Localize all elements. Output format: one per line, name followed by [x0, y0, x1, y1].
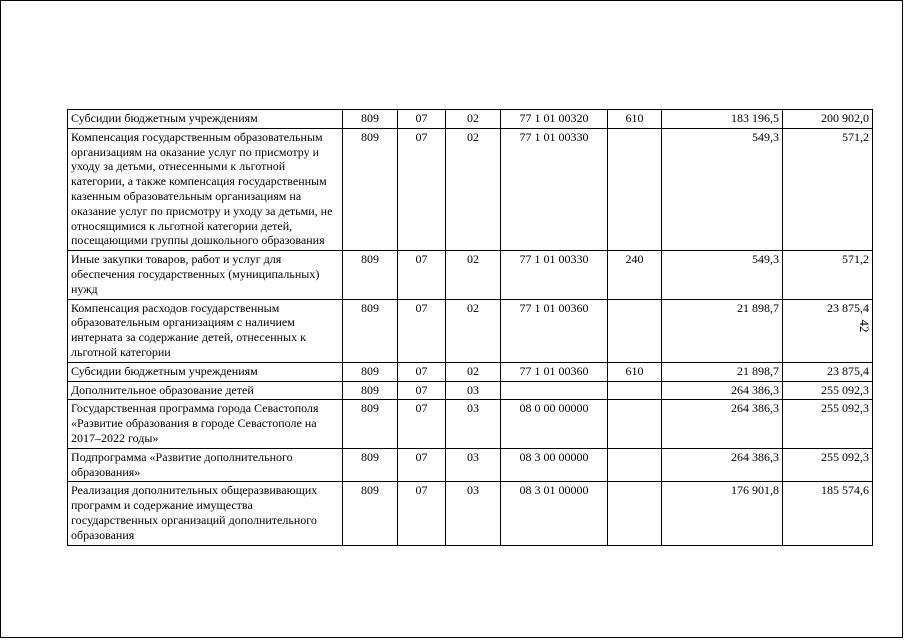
table-body	[68, 110, 873, 546]
amount-year1-cell: 549,3	[662, 128, 783, 250]
expense-type-cell	[608, 400, 662, 448]
section-code-cell: 07	[398, 381, 446, 400]
subsection-code-cell: 03	[446, 381, 501, 400]
section-code-cell: 07	[398, 299, 446, 362]
amount-year1-cell: 21 898,7	[662, 362, 783, 381]
subsection-code-cell: 03	[446, 482, 501, 545]
table-row	[68, 362, 873, 381]
expense-type-cell	[608, 448, 662, 482]
expense-type-cell	[608, 128, 662, 250]
section-code-cell: 07	[398, 110, 446, 129]
ved-code-cell: 809	[343, 381, 398, 400]
expense-type-cell: 610	[608, 362, 662, 381]
amount-year1-cell: 176 901,8	[662, 482, 783, 545]
ved-code-cell: 809	[343, 110, 398, 129]
subsection-code-cell: 02	[446, 362, 501, 381]
target-article-cell: 77 1 01 00330	[501, 251, 608, 299]
amount-year1-cell: 264 386,3	[662, 400, 783, 448]
expense-type-cell: 240	[608, 251, 662, 299]
table-row	[68, 128, 873, 250]
section-code-cell: 07	[398, 448, 446, 482]
ved-code-cell: 809	[343, 400, 398, 448]
subsection-code-cell: 02	[446, 110, 501, 129]
row-name-cell: Субсидии бюджетным учреждениям	[68, 110, 343, 129]
section-code-cell: 07	[398, 251, 446, 299]
row-name-cell: Субсидии бюджетным учреждениям	[68, 362, 343, 381]
ved-code-cell: 809	[343, 482, 398, 545]
table-row	[68, 110, 873, 129]
subsection-code-cell: 02	[446, 128, 501, 250]
amount-year2-cell: 571,2	[783, 251, 873, 299]
row-name-cell: Компенсация расходов государственным образовательным организациям с наличием интерната за содержание детей, отнесенных к льготной категории	[68, 299, 343, 362]
budget-table	[67, 109, 873, 546]
expense-type-cell: 610	[608, 110, 662, 129]
table-row	[68, 251, 873, 299]
subsection-code-cell: 02	[446, 299, 501, 362]
amount-year1-cell: 183 196,5	[662, 110, 783, 129]
ved-code-cell: 809	[343, 128, 398, 250]
subsection-code-cell: 03	[446, 448, 501, 482]
expense-type-cell	[608, 299, 662, 362]
amount-year2-cell: 200 902,0	[783, 110, 873, 129]
target-article-cell: 77 1 01 00360	[501, 299, 608, 362]
target-article-cell: 77 1 01 00330	[501, 128, 608, 250]
table-row	[68, 482, 873, 545]
ved-code-cell: 809	[343, 299, 398, 362]
ved-code-cell: 809	[343, 448, 398, 482]
ved-code-cell: 809	[343, 251, 398, 299]
section-code-cell: 07	[398, 482, 446, 545]
table-row	[68, 400, 873, 448]
target-article-cell	[501, 381, 608, 400]
table-row	[68, 299, 873, 362]
subsection-code-cell: 03	[446, 400, 501, 448]
amount-year2-cell: 255 092,3	[783, 381, 873, 400]
expense-type-cell	[608, 482, 662, 545]
section-code-cell: 07	[398, 128, 446, 250]
table-row	[68, 448, 873, 482]
target-article-cell: 08 0 00 00000	[501, 400, 608, 448]
amount-year1-cell: 264 386,3	[662, 381, 783, 400]
amount-year2-cell: 255 092,3	[783, 448, 873, 482]
ved-code-cell: 809	[343, 362, 398, 381]
amount-year2-cell: 571,2	[783, 128, 873, 250]
target-article-cell: 77 1 01 00320	[501, 110, 608, 129]
section-code-cell: 07	[398, 400, 446, 448]
row-name-cell: Подпрограмма «Развитие дополнительного образования»	[68, 448, 343, 482]
amount-year1-cell: 549,3	[662, 251, 783, 299]
row-name-cell: Реализация дополнительных общеразвивающих программ и содержание имущества государственных организаций дополнительного образования	[68, 482, 343, 545]
target-article-cell: 08 3 01 00000	[501, 482, 608, 545]
row-name-cell: Иные закупки товаров, работ и услуг для обеспечения государственных (муниципальных) нужд	[68, 251, 343, 299]
amount-year1-cell: 21 898,7	[662, 299, 783, 362]
expense-type-cell	[608, 381, 662, 400]
target-article-cell: 77 1 01 00360	[501, 362, 608, 381]
row-name-cell: Компенсация государственным образовательным организациям на оказание услуг по присмотру и уходу за детьми, отнесенными к льготной категории, а также компенсация государственным казенным образовательным организациям на оказание услуг по присмотру и уходу за детьми, не относящимися к льготной категории детей, посещающими группы дошкольного образования	[68, 128, 343, 250]
page-number: 42	[857, 319, 872, 333]
row-name-cell: Дополнительное образование детей	[68, 381, 343, 400]
target-article-cell: 08 3 00 00000	[501, 448, 608, 482]
amount-year1-cell: 264 386,3	[662, 448, 783, 482]
amount-year2-cell: 23 875,4	[783, 299, 873, 362]
row-name-cell: Государственная программа города Севастополя «Развитие образования в городе Севастополе на 2017–2022 годы»	[68, 400, 343, 448]
subsection-code-cell: 02	[446, 251, 501, 299]
amount-year2-cell: 255 092,3	[783, 400, 873, 448]
table-row	[68, 381, 873, 400]
amount-year2-cell: 23 875,4	[783, 362, 873, 381]
amount-year2-cell: 185 574,6	[783, 482, 873, 545]
section-code-cell: 07	[398, 362, 446, 381]
